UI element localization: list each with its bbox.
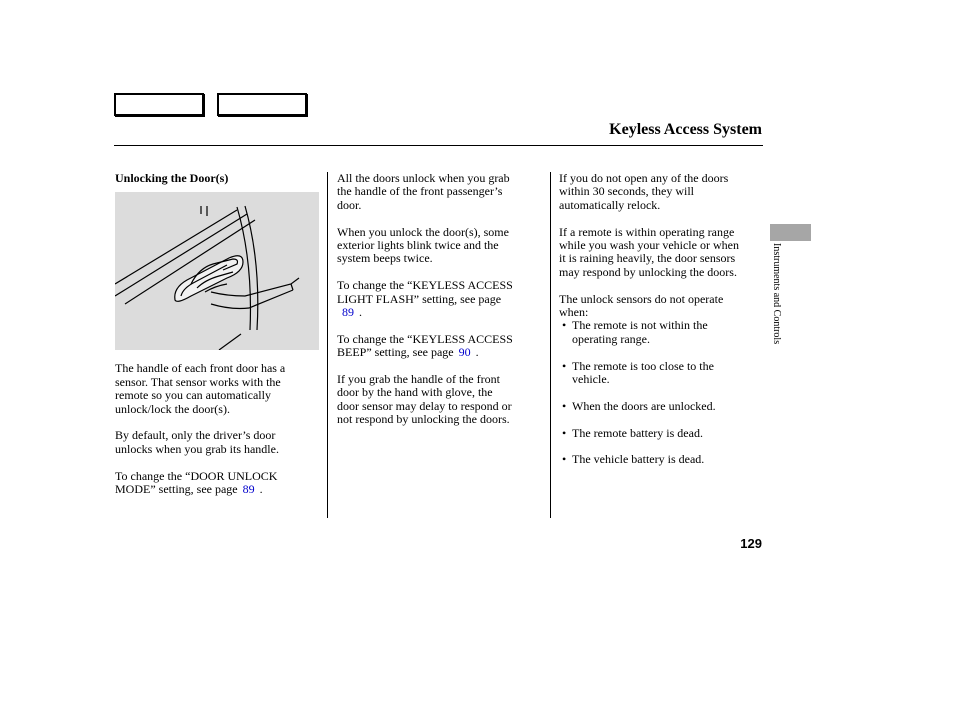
paragraph: By default, only the driver’s door unlocks when you grab its handle. — [115, 428, 279, 456]
paragraph: The handle of each front door has a sensor. That sensor works with the remote so you can automatically unlock/lock the door(s). — [115, 361, 286, 416]
section-tab — [770, 224, 811, 241]
page-title: Keyless Access System — [609, 121, 762, 138]
hand-grabbing-door-handle-illustration — [115, 192, 319, 350]
paragraph-text: To change the “DOOR UNLOCK MODE” setting, see page — [115, 468, 278, 497]
paragraph-end: . — [359, 305, 362, 320]
paragraph-end: . — [475, 345, 479, 360]
list-item: • The remote is too close to the vehicle. — [559, 360, 764, 387]
list-item: • When the doors are unlocked. — [559, 400, 764, 413]
paragraph-text: To change the “KEYLESS ACCESS BEEP” setting, see page — [337, 331, 513, 360]
list-item: • The vehicle battery is dead. — [559, 453, 764, 466]
paragraph: If you grab the handle of the front door by the hand with glove, the door sensor may delay to respond or not respond by unlocking the doors. — [337, 372, 512, 427]
section-label: Instruments and Controls — [771, 243, 782, 345]
column-3 — [559, 172, 764, 480]
paragraph: All the doors unlock when you grab the handle of the front passenger’s door. — [337, 171, 510, 212]
door-handle-icon — [115, 192, 319, 350]
nav-button-previous[interactable] — [114, 93, 204, 116]
column-divider — [550, 172, 551, 518]
page-link[interactable]: 89 — [242, 482, 255, 497]
section-heading: Unlocking the Door(s) — [115, 171, 229, 185]
page-link[interactable]: 90 — [458, 345, 471, 360]
nav-button-next[interactable] — [217, 93, 307, 116]
page-link[interactable]: 89 — [342, 305, 354, 320]
paragraph — [337, 279, 542, 319]
title-divider — [114, 145, 763, 146]
paragraph: If a remote is within operating range while you wash your vehicle or when it is raining heavily, the door sensors may respond by unlocking the doors. — [559, 224, 739, 279]
paragraph: The unlock sensors do not operate when: — [559, 291, 724, 320]
paragraph-end: . — [259, 482, 263, 497]
page-number: 129 — [740, 536, 762, 551]
paragraph — [115, 470, 320, 497]
paragraph: If you do not open any of the doors within 30 seconds, they will automatically relock. — [559, 171, 729, 212]
paragraph: When you unlock the door(s), some exterior lights blink twice and the system beeps twice. — [337, 224, 509, 266]
bullet-list — [559, 319, 764, 466]
list-item: • The remote battery is dead. — [559, 427, 764, 440]
column-2 — [337, 172, 542, 440]
paragraph-text: To change the “KEYLESS ACCESS LIGHT FLASH” setting, see page — [337, 278, 513, 306]
column-divider — [327, 172, 328, 518]
list-item: • The remote is not within the operating range. — [559, 319, 764, 346]
column-1 — [115, 172, 320, 510]
paragraph — [337, 333, 542, 360]
